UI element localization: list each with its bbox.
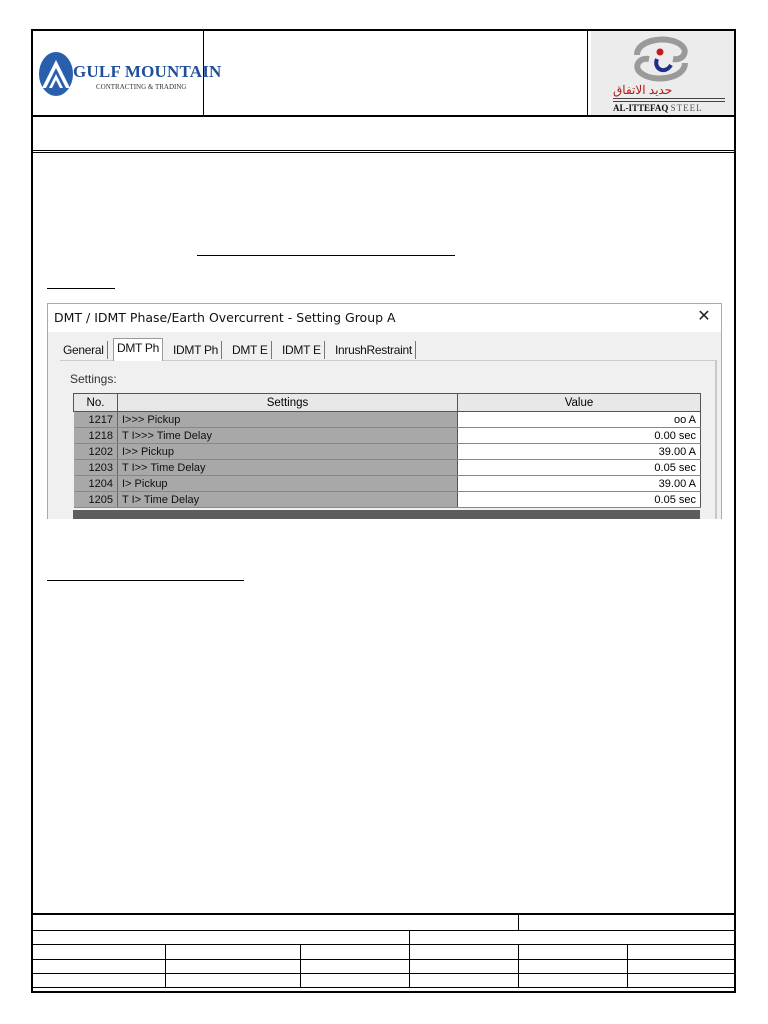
dialog-title: DMT / IDMT Phase/Earth Overcurrent - Setting Group A (54, 310, 396, 325)
brand-name (613, 103, 703, 113)
close-icon[interactable]: ✕ (697, 308, 711, 325)
row-number: 1205 (74, 492, 118, 508)
footer-divider (409, 930, 410, 944)
footer-divider (627, 944, 628, 988)
footer-divider (518, 944, 519, 988)
gulf-mountain-logo (38, 48, 222, 104)
table-row[interactable] (74, 412, 701, 428)
footer-rule (31, 913, 736, 915)
section-underline (47, 580, 244, 581)
header-divider (587, 29, 588, 117)
footer-divider (300, 944, 301, 988)
table-header-row (74, 394, 701, 412)
tab-general[interactable]: General (60, 341, 108, 359)
row-value[interactable]: 39.00 A (458, 444, 701, 460)
footer-divider (409, 944, 410, 988)
mountain-logo-icon (38, 50, 74, 98)
table-row[interactable] (74, 476, 701, 492)
header-title-row (31, 117, 736, 153)
row-number: 1217 (74, 412, 118, 428)
row-setting: I>>> Pickup (118, 412, 458, 428)
settings-table (73, 393, 701, 508)
table-row[interactable] (74, 444, 701, 460)
al-ittefaq-logo (591, 31, 734, 115)
dialog-titlebar (48, 304, 721, 332)
row-value[interactable]: 0.05 sec (458, 460, 701, 476)
row-setting: I> Pickup (118, 476, 458, 492)
company-tagline: CONTRACTING & TRADING (96, 83, 187, 91)
section-underline (47, 288, 115, 289)
steel-logo-icon (629, 35, 693, 83)
tab-dmt-e[interactable]: DMT E (229, 341, 272, 359)
tab-inrush-restraint[interactable]: InrushRestraint (332, 341, 416, 359)
column-header-no[interactable]: No. (74, 394, 118, 412)
brand-name-bold: AL-ITTEFAQ (613, 103, 669, 113)
table-row[interactable] (74, 428, 701, 444)
row-value[interactable]: 0.00 sec (458, 428, 701, 444)
footer-rule (31, 959, 736, 960)
footer-rule (31, 944, 736, 945)
row-number: 1204 (74, 476, 118, 492)
column-header-settings[interactable]: Settings (118, 394, 458, 412)
table-row[interactable] (74, 492, 701, 508)
company-name: GULF MOUNTAIN (73, 62, 222, 81)
brand-name-light: STEEL (670, 103, 703, 113)
table-row[interactable] (74, 460, 701, 476)
row-number: 1203 (74, 460, 118, 476)
row-number: 1202 (74, 444, 118, 460)
section-underline (197, 255, 455, 256)
footer-rule (31, 930, 736, 931)
tab-idmt-e[interactable]: IDMT E (279, 341, 325, 359)
row-value[interactable]: oo A (458, 412, 701, 428)
table-footer-bar (73, 510, 700, 519)
row-value[interactable]: 39.00 A (458, 476, 701, 492)
logo-rule (613, 98, 725, 99)
row-number: 1218 (74, 428, 118, 444)
column-header-value[interactable]: Value (458, 394, 701, 412)
row-setting: T I>> Time Delay (118, 460, 458, 476)
row-setting: I>> Pickup (118, 444, 458, 460)
tab-dmt-ph[interactable]: DMT Ph (113, 338, 163, 361)
logo-rule (613, 101, 725, 102)
settings-label: Settings: (70, 372, 117, 386)
arabic-brand-name: حديد الاتفاق (613, 83, 673, 97)
tab-idmt-ph[interactable]: IDMT Ph (170, 341, 222, 359)
footer-rule (31, 987, 736, 988)
row-setting: T I>>> Time Delay (118, 428, 458, 444)
footer-rule (31, 973, 736, 974)
row-value[interactable]: 0.05 sec (458, 492, 701, 508)
settings-dialog (47, 303, 722, 519)
footer-divider (518, 913, 519, 931)
row-setting: T I> Time Delay (118, 492, 458, 508)
footer-divider (165, 944, 166, 988)
